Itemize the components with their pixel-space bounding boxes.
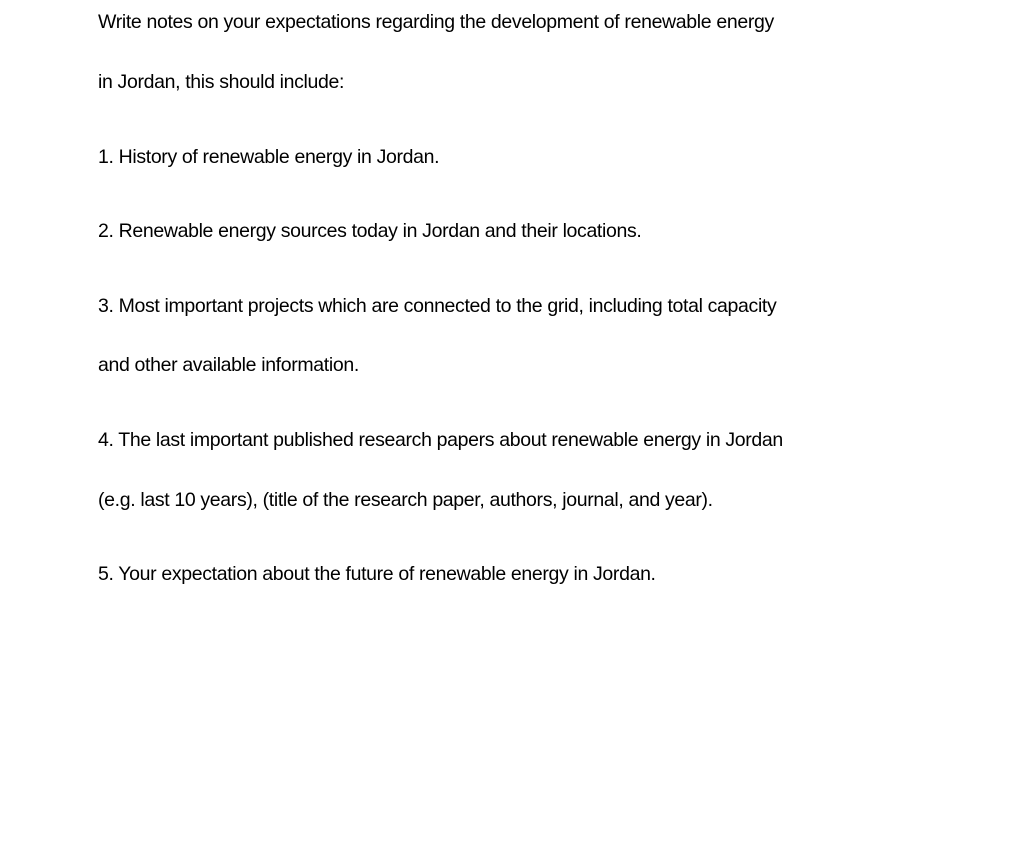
list-item-3-line-2: and other available information. (98, 354, 359, 376)
list-item-1: 1. History of renewable energy in Jordan. (98, 146, 440, 168)
list-item-3-line-1: 3. Most important projects which are connected to the grid, including total capacity (98, 295, 777, 317)
intro-line-2: in Jordan, this should include: (98, 71, 345, 93)
list-item-4-line-1: 4. The last important published research papers about renewable energy in Jordan (98, 429, 783, 451)
list-item-4-line-2: (e.g. last 10 years), (title of the research paper, authors, journal, and year). (98, 489, 713, 511)
list-item-2: 2. Renewable energy sources today in Jordan and their locations. (98, 220, 642, 242)
list-item-5: 5. Your expectation about the future of renewable energy in Jordan. (98, 563, 656, 585)
intro-line-1: Write notes on your expectations regarding the development of renewable energy (98, 11, 774, 33)
